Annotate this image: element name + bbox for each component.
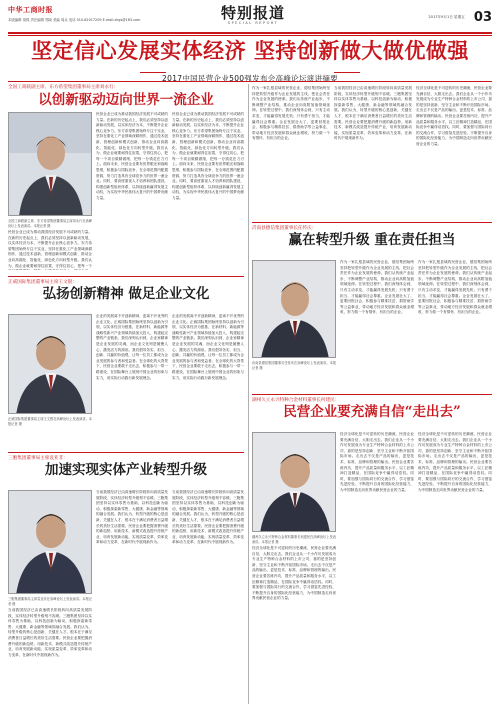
article-5-col-1 [340, 432, 414, 702]
article-1-header [8, 84, 244, 109]
article-1-body: 民营企业已成为推动我国经济发展不可或缺的力量。在新的历史起点上，我们必须坚持以创新驱动发展，以实体经济为本，不断提升企业核心竞争力。东方希望集团始终专注于实业，坚持在重化工产业领域深耕细作，通过技术创新、管理创新和模式创新，推动企业向高端化、智能化、绿色化方向转型升级。我们认为，做企业就要耐得住寂寞，守得住初心，把每一个项目做精做细，把每一分钱花在刀刃上。面向未来，民营企业要有世界眼光和战略思维，积极参与国际竞争，在全球范围内配置资源，努力打造具有全球竞争力的世界一流企业。同时，要高度重视人才培养和团队建设，构建创新型组织体系，以持续创新赢得发展主动权，为实现中华民族伟大复兴的中国梦贡献力量。 [96, 112, 168, 200]
article-2-col-2 [172, 314, 244, 448]
article-1-caption-col [8, 219, 92, 272]
article-5-header [252, 397, 492, 421]
page-date: 2017年9月1日 星期五 [428, 15, 465, 19]
article-5-title: 民营企业要充满自信“走出去” [283, 404, 461, 420]
article-1-col-1 [96, 112, 168, 272]
article-3-header [8, 455, 244, 479]
paper-contacts: 本版编辑 梁锦 责任编辑 郑晓 美编 周兵 电话 010-62017209 E-mail:zhgs@163.com [8, 18, 141, 22]
page-subhead: 2017中国民营企业500强发布会高峰论坛演讲摘要 [162, 74, 338, 83]
article-4-body-cont: 作为一家扎根县域的民营企业，德信集团始终坚持把转型升级作为企业发展的主线，把社会责任作为企业发展的使命。我们从传统产业起步，不断调整产业结构，推动企业向高附加值领域延伸。在转型过程中，我们深刻体会到，只有主动求变，才能赢得发展先机；只有勇于担当，才能赢得社会尊重。企业发展壮大了，更要回报社会，积极参与精准扶贫、捐资助学等公益事业，带动地方经济发展和群众就业增收，努力做一个有情怀、有担当的企业。 [418, 260, 492, 315]
article-2-kicker: 正威国际集团董事局主席王文银： [8, 280, 77, 285]
masthead-rule-thin [8, 35, 492, 36]
article-2-body: 企业的发展离不开创新精神，更离不开优秀的企业文化。正威国际集团始终坚持以创新为引领，以实体经济为根基，在新材料、新能源等战略性新兴产业领域持续加大投入，构建起完整的产业链条。我们深刻认识到，企业家精神是企业发展的灵魂，而企业文化则是凝聚人心、激发活力的源泉。我们倡导务实、担当、创新、共赢的价值观，让每一位员工都成为企业发展的参与者和受益者。在全球化的大背景下，民营企业要敢于走出去，积极参与一带一路建设，在国际舞台上展现中国企业的形象与实力，用实际行动践行新发展理念。 [96, 314, 168, 380]
article-3-title: 加速实现实体产业转型升级 [45, 462, 207, 478]
article-2-header [8, 279, 244, 303]
section-subtitle: SPECIAL REPORT [227, 21, 279, 25]
article-4-col-b [334, 86, 412, 216]
masthead [8, 5, 492, 31]
article-2-title: 弘扬创新精神 做足企业文化 [42, 286, 210, 302]
article-3-body-cont: 当前我国经济已由高速增长阶段转向高质量发展阶段，实体经济转型升级刻不容缓。三胞集团坚持以实体零售为基础，以科技创新为驱动，积极探索新零售、大健康、新金融等领域的融合发展。我们认为，转型升级的核心是创新，关键在人才，根本在于满足消费者日益增长的美好生活需要。民营企业要把握消费升级的新趋势，用新技术、新模式改造提升传统产业，培育发展新动能，实现质量变革、效率变革和动力变革，在新时代中展现新作为。 [172, 490, 244, 545]
article-5-col-2 [418, 432, 492, 702]
portrait-image [9, 491, 92, 594]
article-2-rule [8, 276, 244, 277]
article-4-title: 赢在转型升级 重在责任担当 [288, 232, 456, 248]
article-3-kicker: 三胞集团董事局主席袁亚非： [8, 456, 68, 461]
paper-name: 中华工商时报 [8, 6, 53, 14]
article-4-col-c [416, 86, 492, 216]
article-5-photo [252, 432, 336, 532]
article-4-header [252, 225, 492, 249]
article-3-rule [8, 452, 244, 453]
article-1-col-2 [172, 112, 244, 272]
article-2-col-1 [96, 314, 168, 448]
headline-rule [8, 81, 492, 82]
article-3-caption: 三胞集团董事局主席袁亚非在高峰论坛上发表演讲。本报记者 摄 [8, 597, 92, 606]
article-5-rule [252, 394, 492, 395]
article-2-photo [8, 314, 92, 414]
subhead-bar [140, 66, 360, 83]
article-5-caption-col [252, 535, 336, 702]
masthead-rule [8, 32, 492, 34]
article-1-caption: 全国工商联副主席、东方希望集团董事局主席刘永行在高峰论坛上发表演讲。本报记者 摄 [8, 219, 92, 228]
masthead-right [428, 7, 492, 26]
article-2-body-cont: 企业的发展离不开创新精神，更离不开优秀的企业文化。正威国际集团始终坚持以创新为引领，以实体经济为根基，在新材料、新能源等战略性新兴产业领域持续加大投入，构建起完整的产业链条。我们深刻认识到，企业家精神是企业发展的灵魂，而企业文化则是凝聚人心、激发活力的源泉。我们倡导务实、担当、创新、共赢的价值观，让每一位员工都成为企业发展的参与者和受益者。在全球化的大背景下，民营企业要敢于走出去，积极参与一带一路建设，在国际舞台上展现中国企业的形象与实力，用实际行动践行新发展理念。 [172, 314, 244, 380]
article-4-body-a: 作为一家扎根县域的民营企业，德信集团始终坚持把转型升级作为企业发展的主线，把社会责任作为企业发展的使命。我们从传统产业起步，不断调整产业结构，推动企业向高附加值领域延伸。在转型过程中，我们深刻体会到，只有主动求变，才能赢得发展先机；只有勇于担当，才能赢得社会尊重。企业发展壮大了，更要回报社会，积极参与精准扶贫、捐资助学等公益事业，带动地方经济发展和群众就业增收，努力做一个有情怀、有担当的企业。 [252, 86, 330, 141]
article-5-kicker: 湖州久立永兴特种合金材料董事长何建民： [252, 398, 340, 403]
article-4-body-b: 当前我国经济已由高速增长阶段转向高质量发展阶段，实体经济转型升级刻不容缓。三胞集团坚持以实体零售为基础，以科技创新为驱动，积极探索新零售、大健康、新金融等领域的融合发展。我们认为，转型升级的核心是创新，关键在人才，根本在于满足消费者日益增长的美好生活需要。民营企业要把握消费升级的新趋势，用新技术、新模式改造提升传统产业，培育发展新动能，实现质量变革、效率变革和动力变革，在新时代中展现新作为。 [334, 86, 412, 141]
article-5-caption: 湖州久立永兴特种合金材料董事长何建民在高峰论坛上发表演讲。本报记者 摄 [252, 535, 336, 544]
article-4-body-c: 经济全球化是不可逆转的历史潮流，民营企业要充满自信，大胆走出去。我们企业从一个小作坊发展成为专业生产特种合金材料的上市公司，靠的是坚持创新、坚守主业和不断开拓国际市场。走出去不仅是产品的输出，更是技术、标准、品牌和管理的输出。民营企业要苦练内功，提升产品质量和服务水平，以工匠精神打造精品，在国际竞争中赢得话语权。同时，要加强与国际同行的交流合作，学习借鉴先进经验，不断提升自身的国际化经营能力，为中国制造走向世界贡献民营企业的力量。 [416, 86, 492, 146]
article-4-caption: 沂南县德信集团董事长任传庆在高峰论坛上发表演讲。本报记者 摄 [252, 361, 336, 370]
article-1-kicker: 全国工商联副主席、东方希望集团董事局主席刘永行： [8, 85, 119, 90]
section-header [193, 5, 313, 25]
article-2-caption-col [8, 417, 92, 448]
article-1-title: 以创新驱动迈向世界一流企业 [38, 92, 214, 108]
article-3-caption-col [8, 597, 92, 702]
article-4-col-1 [340, 260, 414, 390]
article-4-col-a [252, 86, 330, 216]
portrait-image [9, 315, 92, 414]
portrait-image [253, 433, 336, 532]
column-divider [248, 84, 249, 704]
article-3-photo [8, 490, 92, 594]
article-4-caption-col [252, 361, 336, 390]
article-3-col-1 [96, 490, 168, 702]
article-4-kicker: 沂南县德信集团董事长任传庆： [252, 226, 317, 231]
article-4-body: 作为一家扎根县域的民营企业，德信集团始终坚持把转型升级作为企业发展的主线，把社会责任作为企业发展的使命。我们从传统产业起步，不断调整产业结构，推动企业向高附加值领域延伸。在转型过程中，我们深刻体会到，只有主动求变，才能赢得发展先机；只有勇于担当，才能赢得社会尊重。企业发展壮大了，更要回报社会，积极参与精准扶贫、捐资助学等公益事业，带动地方经济发展和群众就业增收，努力做一个有情怀、有担当的企业。 [340, 260, 414, 315]
article-3-col-2 [172, 490, 244, 702]
article-4-rule [252, 222, 492, 223]
article-4-photo [252, 260, 336, 358]
article-3-body-lead: 当前我国经济已由高速增长阶段转向高质量发展阶段，实体经济转型升级刻不容缓。三胞集团坚持以实体零售为基础，以科技创新为驱动，积极探索新零售、大健康、新金融等领域的融合发展。我们认为，转型升级的核心是创新，关键在人才，根本在于满足消费者日益增长的美好生活需要。民营企业要把握消费升级的新趋势，用新技术、新模式改造提升传统产业，培育发展新动能，实现质量变革、效率变革和动力变革，在新时代中展现新作为。 [8, 608, 92, 657]
masthead-left [8, 5, 158, 22]
article-1-photo [8, 112, 92, 216]
article-1-body-lead: 民营企业已成为推动我国经济发展不可或缺的力量。在新的历史起点上，我们必须坚持以创新驱动发展，以实体经济为本，不断提升企业核心竞争力。东方希望集团始终专注于实业，坚持在重化工产业领域深耕细作，通过技术创新、管理创新和模式创新，推动企业向高端化、智能化、绿色化方向转型升级。我们认为，做企业就要耐得住寂寞，守得住初心，把每一个 [8, 230, 92, 268]
article-3-body: 当前我国经济已由高速增长阶段转向高质量发展阶段，实体经济转型升级刻不容缓。三胞集团坚持以实体零售为基础，以科技创新为驱动，积极探索新零售、大健康、新金融等领域的融合发展。我们认为，转型升级的核心是创新，关键在人才，根本在于满足消费者日益增长的美好生活需要。民营企业要把握消费升级的新趋势，用新技术、新模式改造提升传统产业，培育发展新动能，实现质量变革、效率变革和动力变革，在新时代中展现新作为。 [96, 490, 168, 545]
article-5-body-lead: 经济全球化是不可逆转的历史潮流，民营企业要充满自信，大胆走出去。我们企业从一个小作坊发展成为专业生产特种合金材料的上市公司，靠的是坚持创新、坚守主业和不断开拓国际市场。走出去不仅是产品的输出，更是技术、标准、品牌和管理的输出。民营企业要苦练内功，提升产品质量和服务水平，以工匠精神打造精品，在国际竞争中赢得话语权。同时，要加强与国际同行的交流合作，学习借鉴先进经验，不断提升自身的国际化经营能力，为中国制造走向世界贡献民营企业的力量。 [252, 546, 336, 601]
article-2-caption: 正威国际集团董事局主席王文银在高峰论坛上发表演讲。本报记者 摄 [8, 417, 92, 426]
article-5-body-cont: 经济全球化是不可逆转的历史潮流，民营企业要充满自信，大胆走出去。我们企业从一个小作坊发展成为专业生产特种合金材料的上市公司，靠的是坚持创新、坚守主业和不断开拓国际市场。走出去不仅是产品的输出，更是技术、标准、品牌和管理的输出。民营企业要苦练内功，提升产品质量和服务水平，以工匠精神打造精品，在国际竞争中赢得话语权。同时，要加强与国际同行的交流合作，学习借鉴先进经验，不断提升自身的国际化经营能力，为中国制造走向世界贡献民营企业的力量。 [418, 432, 492, 492]
article-1-body-cont: 民营企业已成为推动我国经济发展不可或缺的力量。在新的历史起点上，我们必须坚持以创新驱动发展，以实体经济为本，不断提升企业核心竞争力。东方希望集团始终专注于实业，坚持在重化工产业领域深耕细作，通过技术创新、管理创新和模式创新，推动企业向高端化、智能化、绿色化方向转型升级。我们认为，做企业就要耐得住寂寞，守得住初心，把每一个项目做精做细，把每一分钱花在刀刃上。面向未来，民营企业要有世界眼光和战略思维，积极参与国际竞争，在全球范围内配置资源，努力打造具有全球竞争力的世界一流企业。同时，要高度重视人才培养和团队建设，构建创新型组织体系，以持续创新赢得发展主动权，为实现中华民族伟大复兴的中国梦贡献力量。 [172, 112, 244, 200]
portrait-image [253, 261, 336, 358]
page-number: 03 [473, 10, 492, 25]
page-headline: 坚定信心发展实体经济 坚持创新做大做优做强 [31, 38, 469, 63]
portrait-image [9, 113, 92, 216]
section-title: 特别报道 [220, 4, 285, 22]
article-4-col-2 [418, 260, 492, 390]
article-5-body: 经济全球化是不可逆转的历史潮流，民营企业要充满自信，大胆走出去。我们企业从一个小作坊发展成为专业生产特种合金材料的上市公司，靠的是坚持创新、坚守主业和不断开拓国际市场。走出去不仅是产品的输出，更是技术、标准、品牌和管理的输出。民营企业要苦练内功，提升产品质量和服务水平，以工匠精神打造精品，在国际竞争中赢得话语权。同时，要加强与国际同行的交流合作，学习借鉴先进经验，不断提升自身的国际化经营能力，为中国制造走向世界贡献民营企业的力量。 [340, 432, 414, 492]
